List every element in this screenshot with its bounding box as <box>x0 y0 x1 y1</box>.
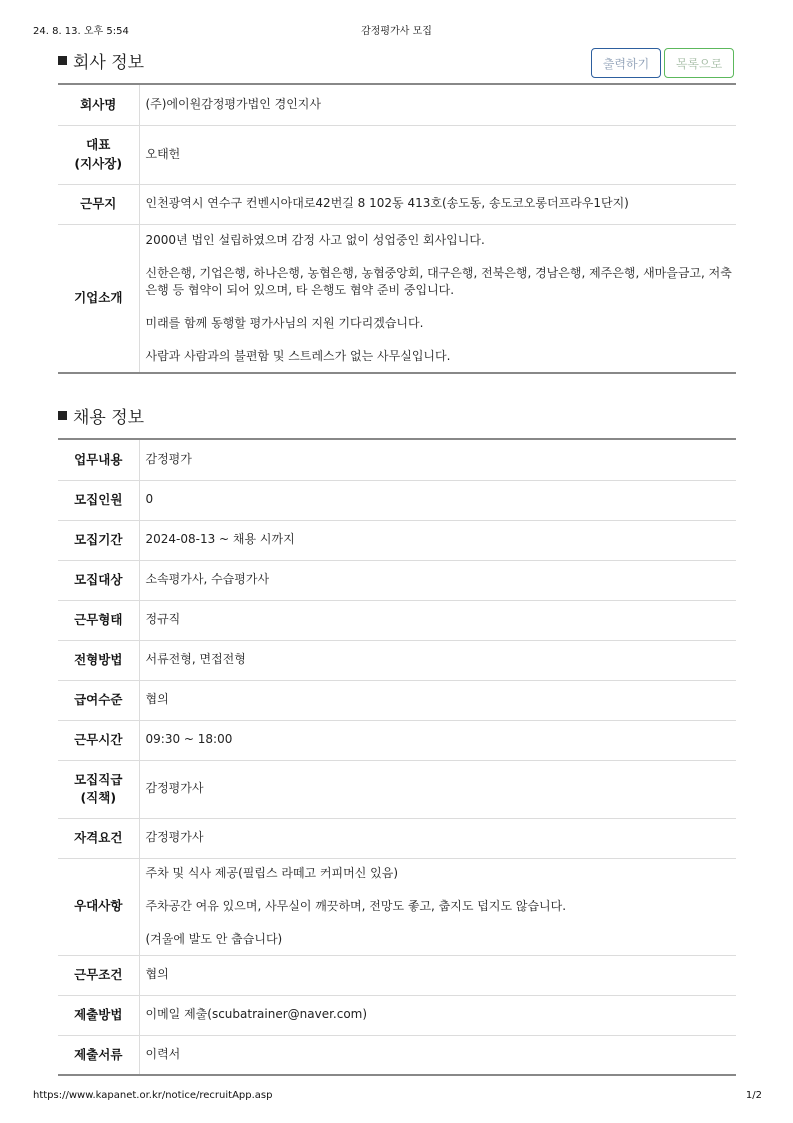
target-label: 모집대상 <box>58 560 139 600</box>
print-header <box>0 0 793 40</box>
documents-value: 이력서 <box>145 1047 181 1062</box>
company-name-value: (주)에이원감정평가법인 경인지사 <box>145 97 321 112</box>
table-row <box>58 680 736 720</box>
intro-paragraph: 미래를 함께 동행할 평가사님의 지원 기다리겠습니다. <box>145 315 424 330</box>
intro-paragraph: 사람과 사람과의 불편함 및 스트레스가 없는 사무실입니다. <box>145 348 451 363</box>
table-row <box>58 640 736 680</box>
print-date: 24. 8. 13. 오후 5:54 <box>33 26 129 37</box>
benefits-paragraph: (겨울에 발도 안 춥습니다) <box>145 932 283 947</box>
table-row <box>58 85 736 125</box>
period-value: 2024-08-13 ~ 채용 시까지 <box>145 532 295 547</box>
table-row <box>58 720 736 760</box>
benefits-paragraph: 주차 및 식사 제공(필립스 라떼고 커피머신 있음) <box>145 865 398 880</box>
table-row <box>58 560 736 600</box>
employment-type-label: 근무형태 <box>58 600 139 640</box>
print-footer <box>0 1090 793 1110</box>
salary-value: 협의 <box>145 692 169 707</box>
table-row <box>58 440 736 480</box>
conditions-value: 협의 <box>145 967 169 982</box>
position-label-line2: (직책) <box>80 790 117 805</box>
position-label <box>58 760 139 818</box>
recruit-section-title-text: 채용 정보 <box>73 408 145 428</box>
table-row <box>58 858 736 955</box>
intro-paragraph: 2000년 법인 설립하였으며 감정 사고 없이 성업중인 회사입니다. <box>145 232 485 247</box>
table-row <box>58 480 736 520</box>
company-section-title-text: 회사 정보 <box>73 53 145 73</box>
submit-method-label: 제출방법 <box>58 995 139 1035</box>
headcount-label: 모집인원 <box>58 480 139 520</box>
table-row <box>58 955 736 995</box>
recruit-info-table <box>58 440 736 1076</box>
table-row <box>58 125 736 184</box>
company-info-table <box>58 85 736 374</box>
square-bullet-icon <box>58 411 67 420</box>
table-row <box>58 818 736 858</box>
duty-value: 감정평가 <box>145 452 192 467</box>
qualification-value: 감정평가사 <box>145 830 204 845</box>
submit-method-value: 이메일 제출(scubatrainer@naver.com) <box>145 1007 368 1022</box>
intro-paragraph: 신한은행, 기업은행, 하나은행, 농협은행, 농협중앙회, 대구은행, 전북은행, 경남은행, 제주은행, 새마을금고, 저축은행 등 협약이 되어 있으며, 타 은행도 협약 준비 중입니다. <box>145 265 732 297</box>
location-value: 인천광역시 연수구 컨벤시아대로42번길 8 102동 413호(송도동, 송도코오롱더프라우1단지) <box>145 196 629 211</box>
position-value: 감정평가사 <box>145 781 204 796</box>
table-row <box>58 520 736 560</box>
period-label: 모집기간 <box>58 520 139 560</box>
company-intro-value <box>139 224 736 373</box>
ceo-label-line1: 대표 <box>86 137 111 153</box>
ceo-value: 오태헌 <box>145 146 181 161</box>
salary-label: 급여수준 <box>58 680 139 720</box>
recruit-section-title <box>58 403 144 428</box>
page-number: 1/2 <box>745 1090 762 1101</box>
print-button[interactable]: 출력하기 <box>591 48 661 78</box>
ceo-label <box>58 125 139 184</box>
selection-label: 전형방법 <box>58 640 139 680</box>
table-row <box>58 995 736 1035</box>
table-row <box>58 1035 736 1075</box>
location-label: 근무지 <box>58 184 139 224</box>
hours-value: 09:30 ~ 18:00 <box>145 732 233 747</box>
selection-value: 서류전형, 면접전형 <box>145 652 246 667</box>
company-name-label: 회사명 <box>58 85 139 125</box>
position-label-line1: 모집직급 <box>74 771 123 787</box>
print-url: https://www.kapanet.or.kr/notice/recruitApp.asp <box>33 1090 273 1101</box>
hours-label: 근무시간 <box>58 720 139 760</box>
ceo-label-line2: (지사장) <box>74 155 123 171</box>
back-to-list-button[interactable]: 목록으로 <box>664 48 734 78</box>
employment-type-value: 정규직 <box>145 612 181 627</box>
benefits-label: 우대사항 <box>58 858 139 955</box>
qualification-label: 자격요건 <box>58 818 139 858</box>
conditions-label: 근무조건 <box>58 955 139 995</box>
table-row <box>58 600 736 640</box>
company-section-title <box>58 48 144 73</box>
square-bullet-icon <box>58 56 67 65</box>
benefits-value <box>139 858 736 955</box>
table-row <box>58 760 736 818</box>
documents-label: 제출서류 <box>58 1035 139 1075</box>
duty-label: 업무내용 <box>58 440 139 480</box>
table-row <box>58 184 736 224</box>
headcount-value: 0 <box>145 492 154 507</box>
benefits-paragraph: 주차공간 여유 있으며, 사무실이 깨끗하며, 전망도 좋고, 춥지도 덥지도 않습니다. <box>145 898 567 913</box>
company-intro-label: 기업소개 <box>58 224 139 373</box>
table-row <box>58 224 736 373</box>
target-value: 소속평가사, 수습평가사 <box>145 572 270 587</box>
print-document-title: 감정평가사 모집 <box>361 26 432 37</box>
